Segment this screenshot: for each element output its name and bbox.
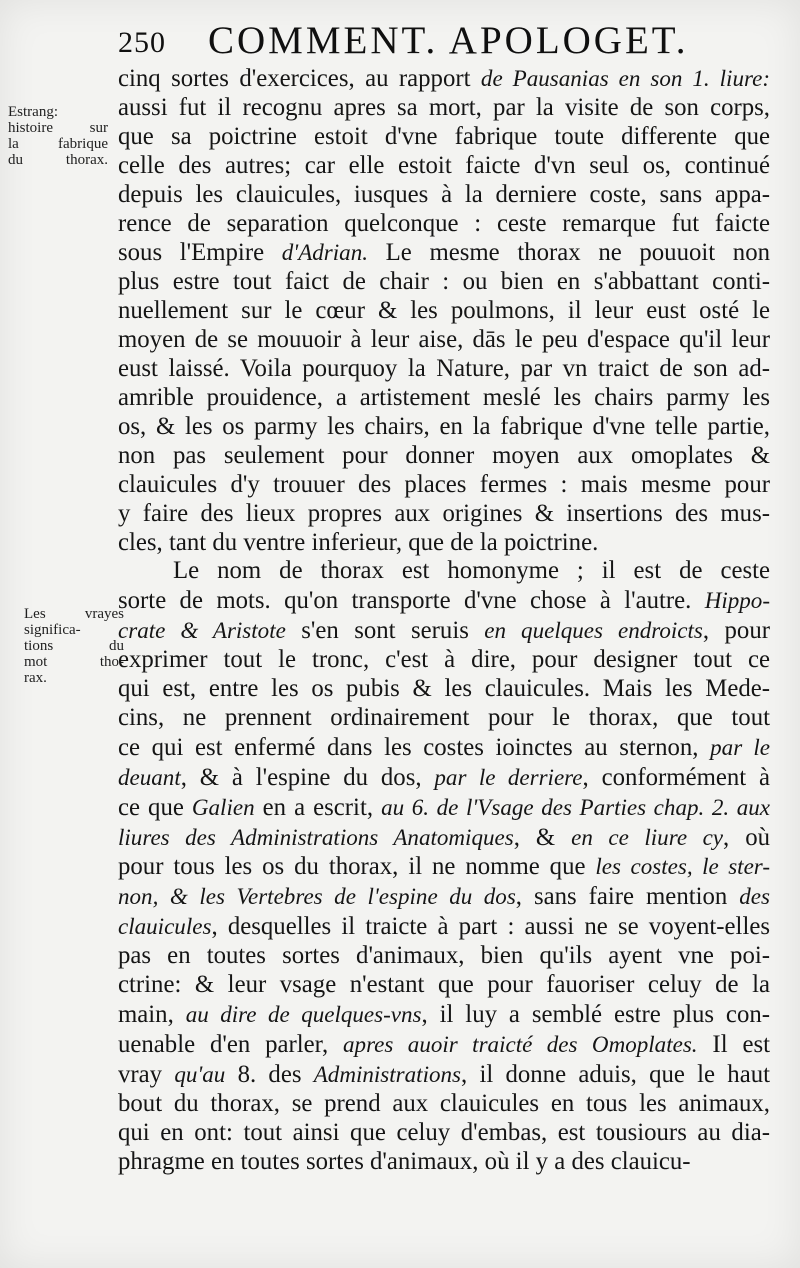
text-run: pour tous les os du thorax, il ne nomme que [118,853,596,881]
text-line [118,326,770,355]
italic-text-run: d'Adrian. [281,239,368,266]
text-run: moyen de se mouuoir à leur aise, dās le peu d'espace qu'il leur [118,326,770,354]
italic-text-run: au 6. de l'Vsage des Parties chap. 2. aux [381,793,771,820]
text-run: ce qui est enfermé dans les costes ioinctes au sternon, [118,733,711,761]
text-line [118,64,770,94]
margin-note-line: histoire sur [8,120,108,136]
text-run: pas en toutes sortes d'animaux, bien qu'ils ayent vne poi- [118,942,770,970]
text-run: cles, tant du ventre inferieur, que de la poictrine. [118,528,599,556]
text-line [118,912,770,942]
page-header [118,18,778,66]
text-run: eust laissé. Voila pourquoy la Nature, par vn traict de son ad- [118,355,770,383]
text-line [118,442,770,471]
text-line [118,1000,770,1030]
text-run: ce que [118,793,192,821]
text-line [118,1148,770,1177]
text-line [118,268,770,297]
italic-text-run: liures des Administrations Anatomiques [118,823,514,850]
text-run: , & [513,823,572,851]
running-title: COMMENT. APOLOGET. [208,19,689,62]
italic-text-run: Hippo- [704,587,770,614]
text-line [118,181,770,210]
text-line [118,852,770,882]
italic-text-run: Administrations [313,1060,461,1087]
margin-note-line: Estrang: [8,104,58,120]
text-run: rence de separation quelconque : ceste remarque fut faicte [118,209,770,237]
text-run: vray [118,1060,175,1088]
text-run: cinq sortes d'exercices, au rapport [118,65,481,92]
text-run: s'en sont seruis [285,617,485,645]
text-line [118,1090,770,1119]
italic-text-run: crate & Aristote [118,617,286,644]
text-run: que sa poictrine estoit d'vne fabrique toute differente que [118,122,770,150]
italic-text-run: deuant [118,763,181,790]
text-run: , & à l'espine du dos, [180,763,435,791]
text-run: non pas seulement pour donner moyen aux omoplates & [118,441,770,469]
text-line [118,384,770,413]
italic-text-run: Galien [191,793,255,820]
text-run: y faire des lieux propres aux origines & insertions des mus- [118,499,770,527]
text-line [118,413,770,442]
text-run: aussi fut il recognu apres sa mort, par la visite de son corps, [118,93,770,121]
italic-text-run: des [739,883,770,910]
text-run: Il est [697,1030,770,1058]
text-line [118,586,770,616]
italic-text-run: qu'au [174,1060,226,1087]
text-run: 8. des [225,1060,314,1088]
text-line [118,763,770,793]
page-body-text [118,64,770,1176]
margin-note-line: significa- [24,622,81,638]
text-run: qui en ont: tout ainsi que celuy d'embas, est tousiours au dia- [118,1118,770,1146]
text-run: sorte de mots. qu'on transporte d'vne chose à l'autre. [118,587,705,615]
text-run: Le mesme thorax ne pouuoit non [368,239,771,267]
text-run: qui est, entre les os pubis & les clauicules. Mais les Mede- [118,675,770,703]
margin-note-line: mot tho- [24,654,124,670]
text-line [118,823,770,853]
margin-note-line: Les vrayes [24,606,124,622]
text-run: en a escrit, [254,793,382,821]
text-run: Le nom de thorax est homonyme ; il est de ceste [173,557,770,585]
italic-text-run: clauicules [118,913,212,940]
text-line [118,529,770,558]
text-line [118,1060,770,1090]
text-line [118,704,770,733]
text-line [118,646,770,675]
text-line [118,942,770,971]
text-run: bout du thorax, se prend aux clauicules en tous les animaux, [118,1089,770,1117]
text-line [118,123,770,152]
text-line [118,733,770,763]
text-run: amrible prouidence, a artistement meslé les chairs parmy les [118,383,770,411]
text-run: cins, ne prennent ordinairement pour le thorax, que tout [118,703,770,731]
text-run: , sans faire mention [515,883,740,911]
text-run: main, [118,1001,186,1028]
text-run: ctrine: & leur vsage n'estant que pour fauoriser celuy de la [118,971,770,999]
margin-note-line: tions du [24,638,124,654]
text-run: phragme en toutes sortes d'animaux, où il y a des clauicu- [118,1147,691,1175]
text-run: sous l'Empire [118,239,282,267]
text-run: , il luy a semblé estre plus con- [421,1001,770,1028]
margin-note-line: la fabrique [8,136,108,152]
text-line [118,355,770,384]
italic-text-run: non, & les Vertebres de l'espine du dos [118,883,516,910]
text-run: clauicules d'y trouuer des places fermes : mais mesme pour [118,470,770,498]
text-line [118,882,770,912]
text-line [118,1030,770,1060]
text-line [118,1119,770,1148]
text-run: , conformément à [582,763,771,791]
text-line [118,238,770,268]
page-number: 250 [118,26,166,59]
text-run: depuis les clauicules, iusques à la derniere coste, sans appa- [118,180,770,208]
italic-text-run: au dire de quelques-vns [185,1001,422,1027]
text-line [118,94,770,123]
text-run: , desquelles il traicte à part : aussi ne se voyent-elles [211,913,770,941]
text-run: uenable d'en parler, [118,1030,344,1058]
text-run: plus estre tout faict de chair : ou bien en s'abbattant conti- [118,268,770,296]
text-run: celle des autres; car elle estoit faicte d'vn seul os, continué [118,151,770,179]
italic-text-run: en ce liure cy [571,823,724,850]
text-line [118,675,770,704]
text-line [118,152,770,181]
text-line [118,500,770,529]
margin-note-line: du thorax. [8,152,108,168]
text-run: nuellement sur le cœur & les poulmons, il leur eust osté le [118,297,770,325]
text-line [118,297,770,326]
margin-note-line: rax. [24,670,47,686]
italic-text-run: les costes, le ster- [595,853,770,880]
text-run: , où [723,823,771,851]
text-line [118,971,770,1000]
text-run: , pour [702,617,770,645]
text-line [118,471,770,500]
italic-text-run: par le [710,733,770,760]
text-line [118,557,770,586]
text-line [118,616,770,646]
text-line [118,210,770,239]
italic-text-run: par le derriere [434,763,583,790]
text-line [118,793,770,823]
italic-text-run: en quelques endroicts [484,617,703,644]
text-run: os, & les os parmy les chairs, en la fabrique d'vne telle partie, [118,412,770,440]
margin-note-thorax-history [8,104,108,168]
margin-note-thorax-meanings [24,606,124,686]
text-run: , il donne aduis, que le haut [461,1060,770,1088]
text-run: exprimer tout le tronc, c'est à dire, pour designer tout ce [118,646,770,674]
italic-text-run: apres auoir traicté des Omoplates. [343,1030,698,1057]
italic-text-run: de Pausanias en son 1. liure: [480,65,770,91]
